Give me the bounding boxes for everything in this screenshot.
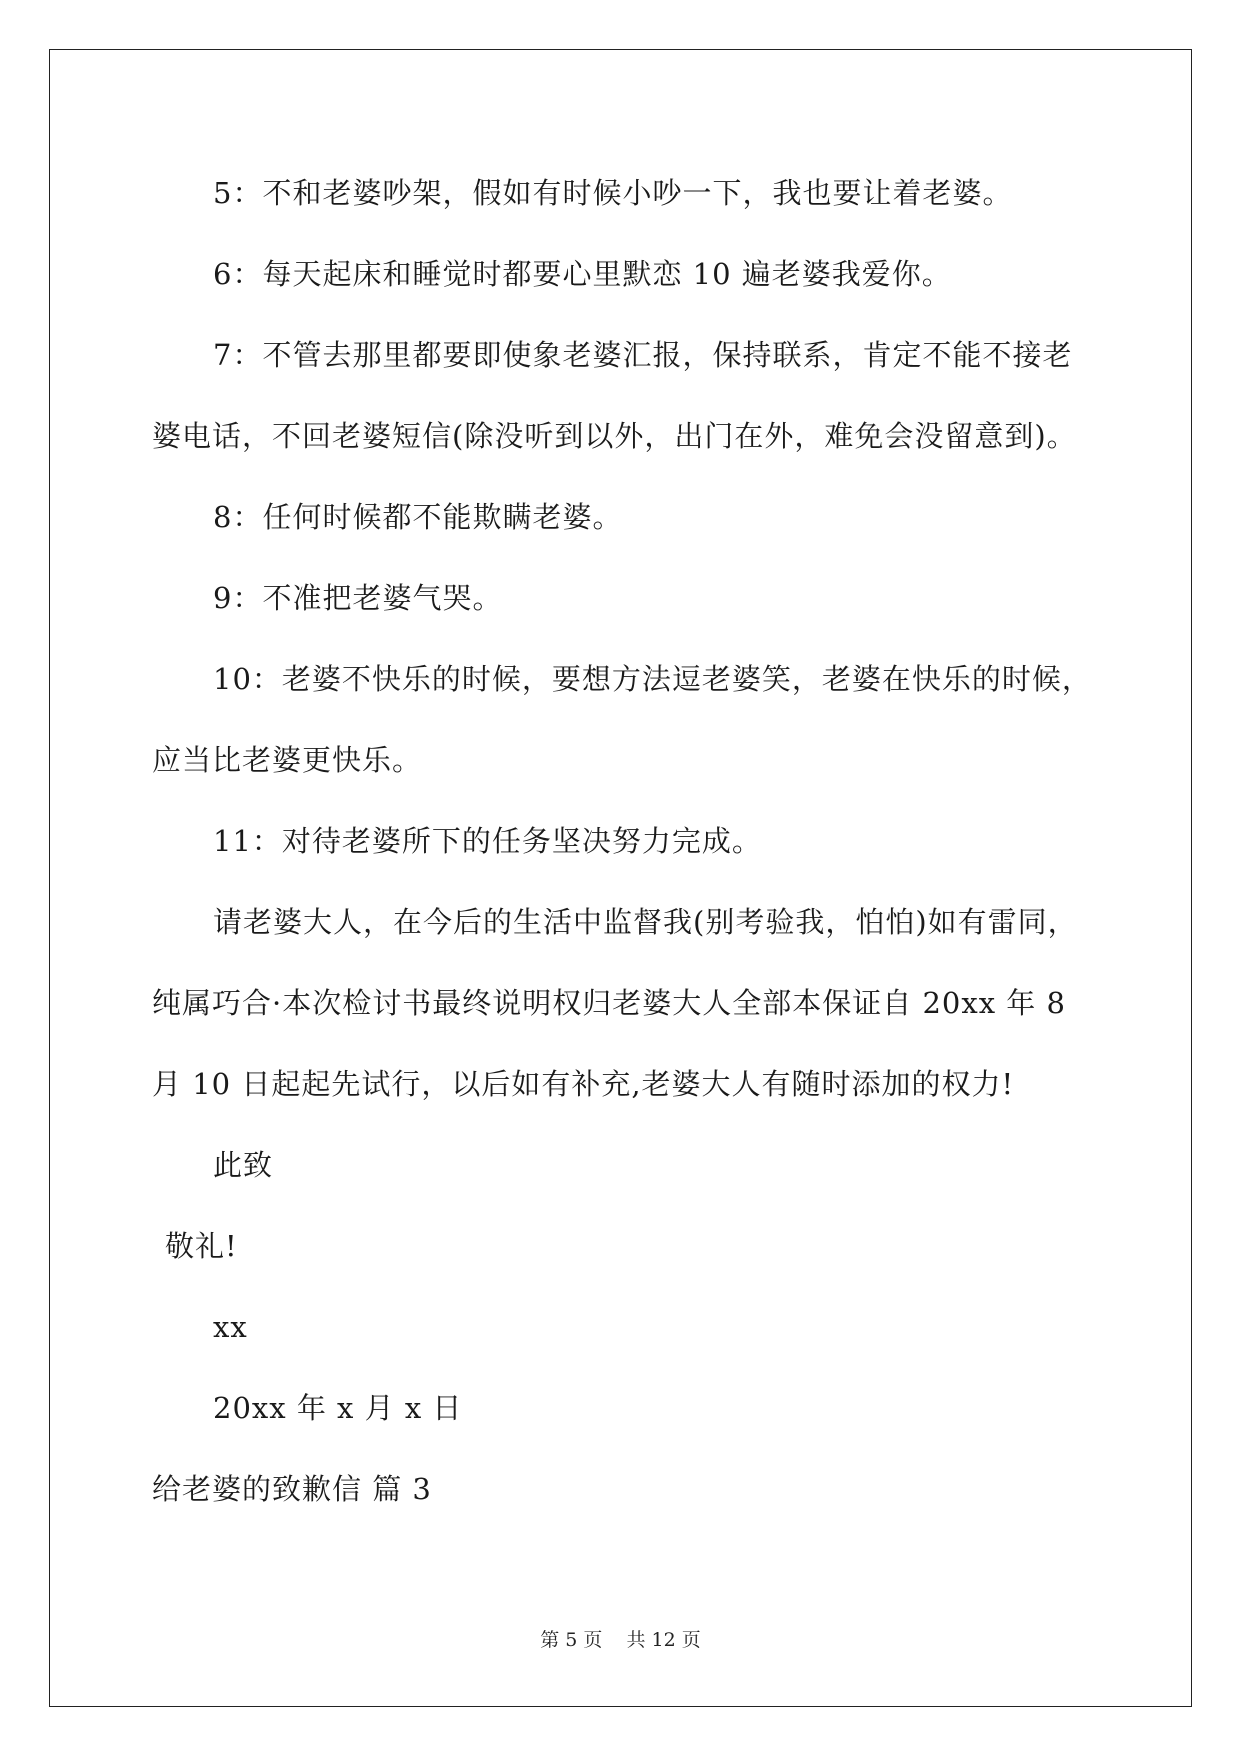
- paragraph-line: 9：不准把老婆气哭。: [213, 581, 503, 615]
- section-heading: 给老婆的致歉信 篇 3: [152, 1472, 432, 1506]
- signature: xx: [213, 1310, 248, 1344]
- page-footer: [0, 1625, 1241, 1652]
- paragraph-line: 7：不管去那里都要即使象老婆汇报，保持联系，肯定不能不接老: [213, 338, 1073, 372]
- paragraph-line: 请老婆大人，在今后的生活中监督我(别考验我，怕怕)如有雷同，: [213, 905, 1078, 939]
- paragraph-line: 月 10 日起起先试行，以后如有补充,老婆大人有随时添加的权力!: [152, 1067, 1015, 1101]
- paragraph-line: 11：对待老婆所下的任务坚决努力完成。: [213, 824, 762, 858]
- paragraph-line: 纯属巧合·本次检讨书最终说明权归老婆大人全部本保证自 20xx 年 8: [152, 986, 1066, 1020]
- paragraph-line: 8：任何时候都不能欺瞒老婆。: [213, 500, 623, 534]
- page-number: 第 5 页: [540, 1629, 603, 1651]
- closing-regards: 敬礼!: [165, 1229, 238, 1263]
- closing-salutation: 此致: [213, 1148, 274, 1182]
- paragraph-line: 5：不和老婆吵架，假如有时候小吵一下，我也要让着老婆。: [213, 176, 1013, 210]
- page-total: 共 12 页: [626, 1629, 701, 1651]
- date-line: 20xx 年 x 月 x 日: [213, 1391, 463, 1425]
- paragraph-line: 应当比老婆更快乐。: [152, 743, 423, 777]
- paragraph-line: 6：每天起床和睡觉时都要心里默恋 10 遍老婆我爱你。: [213, 257, 952, 291]
- paragraph-line: 婆电话，不回老婆短信(除没听到以外，出门在外，难免会没留意到)。: [152, 419, 1077, 453]
- paragraph-line: 10：老婆不快乐的时候，要想方法逗老婆笑，老婆在快乐的时候，: [213, 662, 1092, 696]
- page-border: [49, 49, 1192, 1707]
